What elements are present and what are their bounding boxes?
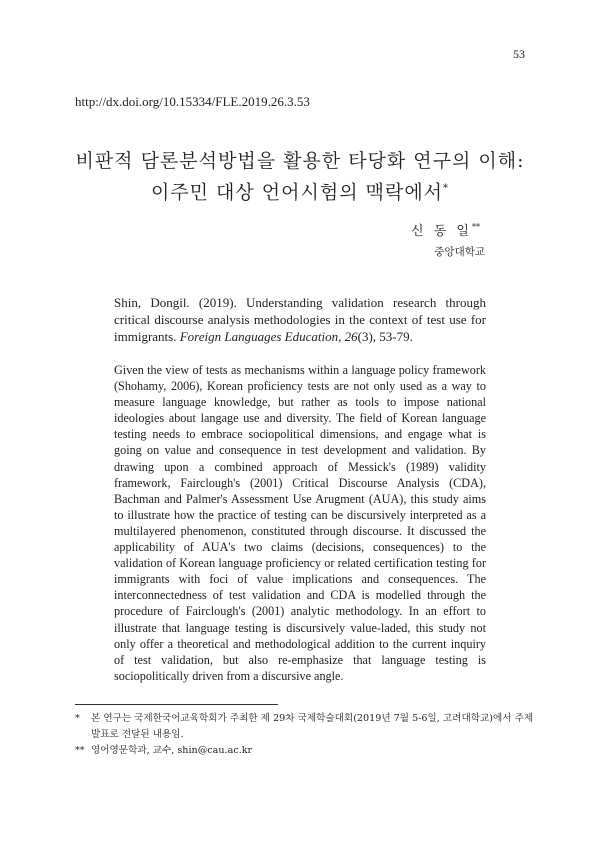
author-footnote-marker: ** xyxy=(472,222,480,232)
title-line-1: 비판적 담론분석방법을 활용한 타당화 연구의 이해: xyxy=(75,150,525,172)
citation-prefix: Shin, Dongil. (2019). Understanding validation research through critical discourse analysis methodologies in the context of test use for immigrants. xyxy=(114,295,486,344)
citation xyxy=(114,294,486,345)
footnote-2 xyxy=(75,743,535,759)
footnote-divider xyxy=(75,704,278,705)
title-line-2-text: 이주민 대상 언어시험의 맥락에서 xyxy=(150,181,444,204)
author-name-text: 신 동 일 xyxy=(411,224,472,239)
author-affiliation: 중앙대학교 xyxy=(434,246,485,258)
title-line-2 xyxy=(0,175,600,206)
author-name xyxy=(411,220,480,239)
citation-journal: Foreign Languages Education, 26 xyxy=(179,329,358,344)
footnote-1-text: 본 연구는 국제한국어교육학회가 주최한 제 29차 국제학술대회(2019년 7월 5-6일, 고려대학교)에서 주제발표로 전달된 내용임. xyxy=(91,713,534,740)
footnote-1-mark: * xyxy=(75,713,80,724)
paper-title xyxy=(0,147,600,206)
footnote-1 xyxy=(75,711,535,743)
title-footnote-marker: * xyxy=(443,183,450,194)
footnote-2-mark: ** xyxy=(75,745,85,756)
footnote-2-text: 영어영문학과, 교수, shin@cau.ac.kr xyxy=(91,745,253,756)
citation-suffix: (3), 53-79. xyxy=(357,329,413,344)
abstract: Given the view of tests as mechanisms within a language policy framework (Shohamy, 2006), Korean proficiency tests are not only used as a way to measure language knowledge, but rather as tools to impose national ideologies about langage use and diversity. The field of Korean language testing needs to embrace sociopolitical dimensions, and engage what is going on value and consequence in test development and validation. By drawing upon a combined approach of Messick's (1989) validity framework, Fairclough's (2001) Critical Discourse Analysis (CDA), Bachman and Palmer's Assessment Use Arugment (AUA), this study aims to illustrate how the practice of testing can be discursively interpreted as a multilayered phenomenon, constituted through discourse. It discussed the applicability of AUA's two claims (decisions, consequences) to the validation of Korean language proficiency or related certification testing for immigrants with foci of value implications and consequences. The interconnectedness of test validation and CDA is modelled through the procedure of Fairclough's (2001) analytic methodology. In an effort to illustrate that language testing is discursively value-laded, this study not only offer a theoretical and methodological addition to the current inquiry of test validation, but also re-emphasize that language testing is sociopolitically driven from a discursive angle. xyxy=(114,363,486,683)
page-number: 53 xyxy=(513,47,525,61)
doi-link[interactable]: http://dx.doi.org/10.15334/FLE.2019.26.3.53 xyxy=(75,94,310,109)
footnotes xyxy=(75,711,535,759)
